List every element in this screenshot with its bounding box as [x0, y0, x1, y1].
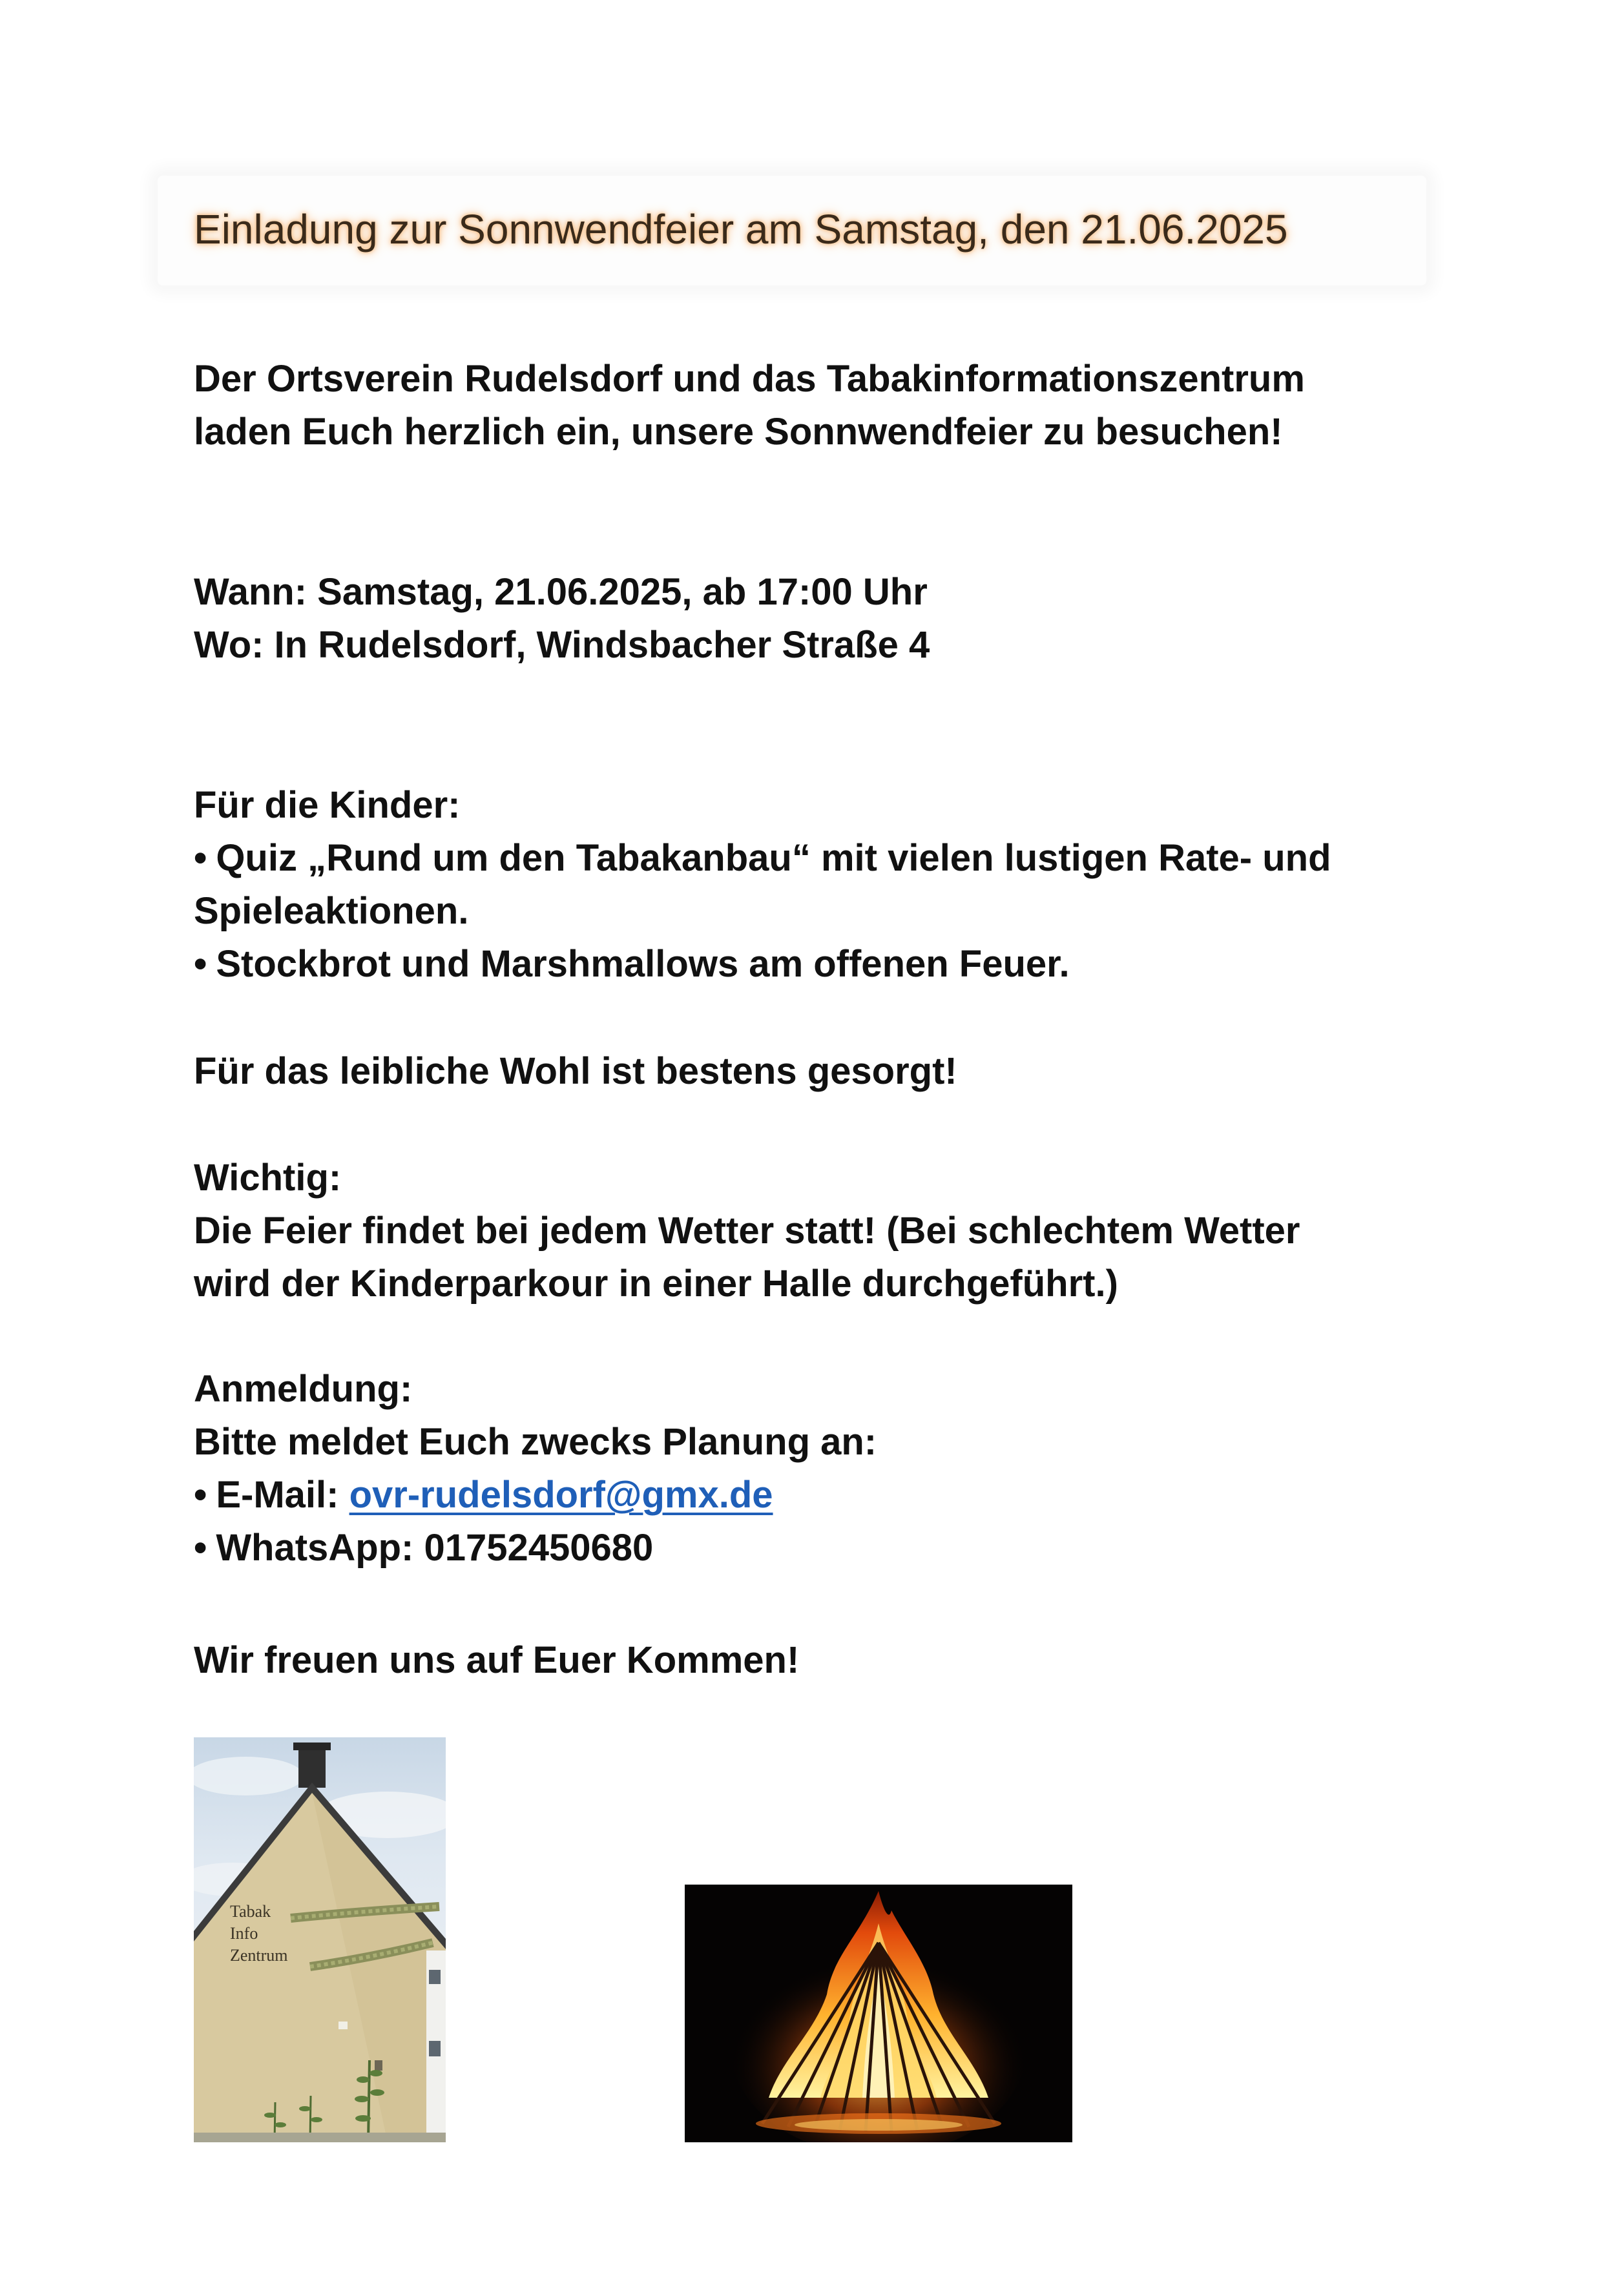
- important-heading: Wichtig:: [194, 1157, 342, 1199]
- where-line: Wo: In Rudelsdorf, Windsbacher Straße 4: [194, 624, 930, 666]
- intro-line: laden Euch herzlich ein, unsere Sonnwendfeier zu besuchen!: [194, 411, 1283, 453]
- kids-item-quiz: Quiz „Rund um den Tabakanbau“ mit vielen lustigen Rate- und: [216, 837, 1331, 879]
- kids-item-stockbrot: Stockbrot und Marshmallows am offenen Feuer.: [216, 943, 1070, 985]
- kids-item-quiz-continued: Spieleaktionen.: [194, 890, 469, 932]
- bullet-icon: •: [194, 1527, 207, 1569]
- intro-line: Der Ortsverein Rudelsdorf und das Tabakinformationszentrum: [194, 358, 1305, 400]
- when-line: Wann: Samstag, 21.06.2025, ab 17:00 Uhr: [194, 571, 928, 613]
- closing-line: [194, 1634, 799, 1687]
- important-line: Die Feier findet bei jedem Wetter statt! (Bei schlechtem Wetter: [194, 1210, 1300, 1252]
- bullet-icon: •: [194, 1474, 207, 1516]
- bonfire-photo: [685, 1885, 1072, 2142]
- registration-heading: Anmeldung:: [194, 1368, 413, 1410]
- bullet-icon: •: [194, 943, 207, 985]
- bonfire-illustration: [685, 1885, 1072, 2142]
- bullet-icon: •: [194, 837, 207, 879]
- kids-heading: Für die Kinder:: [194, 784, 461, 826]
- important-section: [194, 1152, 1300, 1310]
- sign-line-zentrum: Zentrum: [230, 1946, 288, 1965]
- list-item: [194, 1522, 877, 1575]
- sign-line-tabak: Tabak: [230, 1902, 271, 1921]
- food-note: [194, 1045, 957, 1098]
- important-line: wird der Kinderparkour in einer Halle durchgeführt.): [194, 1263, 1118, 1305]
- whatsapp-line: WhatsApp: 01752450680: [216, 1527, 654, 1569]
- registration-intro: Bitte meldet Euch zwecks Planung an:: [194, 1421, 877, 1463]
- email-link[interactable]: ovr-rudelsdorf@gmx.de: [349, 1474, 773, 1516]
- building-illustration: [194, 1737, 446, 2142]
- food-line: Für das leibliche Wohl ist bestens gesorgt!: [194, 1050, 957, 1092]
- sign-line-info: Info: [230, 1924, 258, 1943]
- registration-section: [194, 1363, 877, 1575]
- building-photo: [194, 1737, 446, 2142]
- list-item: [194, 938, 1331, 991]
- page-title: Einladung zur Sonnwendfeier am Samstag, den 21.06.2025: [194, 206, 1288, 253]
- email-label: E-Mail:: [216, 1474, 339, 1516]
- intro-paragraph: [194, 353, 1305, 459]
- list-item: [194, 832, 1331, 885]
- list-item: [194, 1469, 877, 1522]
- closing-text: Wir freuen uns auf Euer Kommen!: [194, 1639, 800, 1681]
- kids-section: [194, 779, 1331, 991]
- when-where-block: [194, 566, 930, 672]
